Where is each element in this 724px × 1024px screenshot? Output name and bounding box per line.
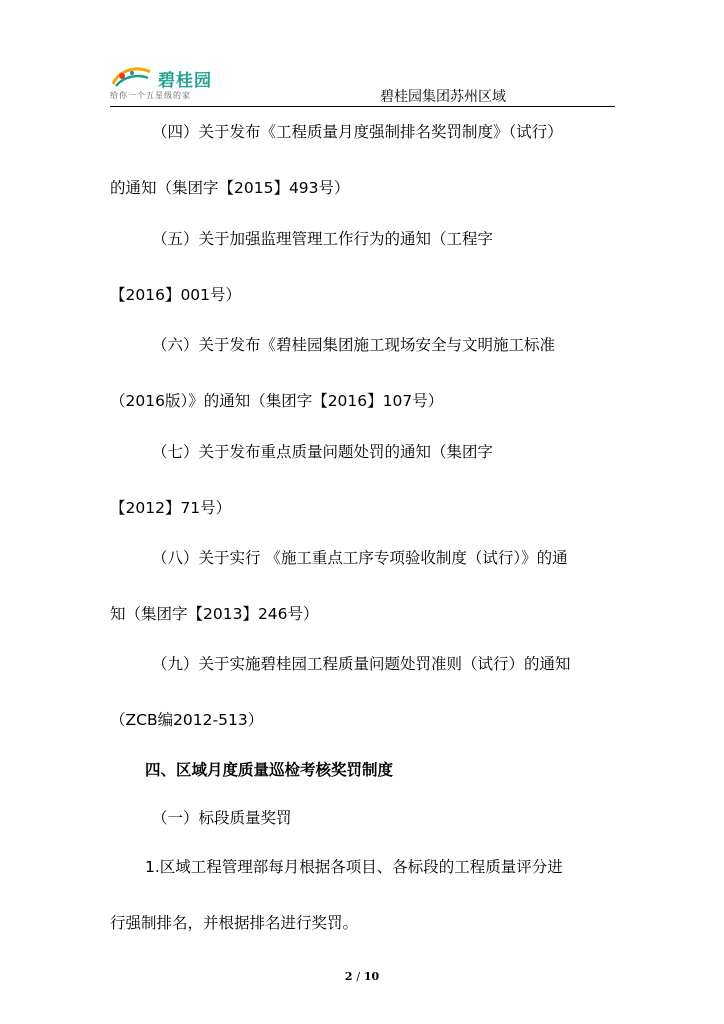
logo-swirl-icon — [110, 64, 156, 90]
logo-name: 碧桂园 — [158, 71, 212, 91]
body-line: （四）关于发布《工程质量月度强制排名奖罚制度》（试行） — [152, 123, 563, 141]
body-line: （七）关于发布重点质量问题处罚的通知（集团字 — [152, 443, 494, 461]
body-line: （ZCB编2012-513） — [110, 711, 264, 729]
body-line: 行强制排名，并根据排名进行奖罚。 — [110, 914, 359, 932]
body-line: （2016版）》的通知（集团字【2016】107号） — [110, 392, 444, 410]
subsection-heading: （一）标段质量奖罚 — [152, 809, 292, 827]
body-line: （六）关于发布《碧桂园集团施工现场安全与文明施工标准 — [152, 336, 556, 354]
company-logo — [110, 62, 250, 102]
logo-slogan: 给你一个五星级的家 — [110, 91, 191, 100]
body-line: 知（集团字【2013】246号） — [110, 605, 319, 623]
body-line: 的通知（集团字【2015】493号） — [110, 179, 350, 197]
page-number — [0, 970, 724, 983]
header-divider — [110, 106, 615, 107]
body-line: 【2016】001号） — [110, 286, 242, 304]
page-total: 10 — [363, 970, 380, 983]
section-heading: 四、区域月度质量巡检考核奖罚制度 — [145, 761, 394, 779]
page-separator: / — [356, 970, 361, 983]
body-line: （五）关于加强监理管理工作行为的通知（工程字 — [152, 230, 494, 248]
page-current: 2 — [344, 970, 353, 983]
header-title: 碧桂园集团苏州区域 — [380, 89, 506, 105]
body-line: 【2012】71号） — [110, 499, 232, 517]
body-line: （九）关于实施碧桂园工程质量问题处罚准则（试行）的通知 — [152, 655, 571, 673]
page-header — [110, 62, 615, 108]
body-line: 1.区域工程管理部每月根据各项目、各标段的工程质量评分进 — [145, 858, 563, 876]
body-line: （八）关于实行 《施工重点工序专项验收制度（试行）》的通 — [152, 549, 568, 567]
